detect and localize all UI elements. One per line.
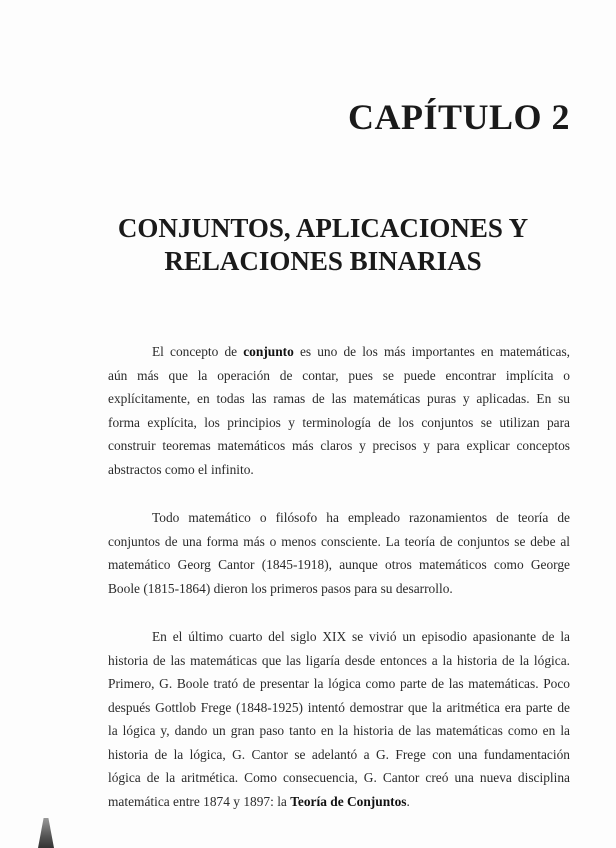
paragraph-line bbox=[108, 411, 570, 435]
paragraph-line bbox=[108, 530, 570, 554]
chapter-title bbox=[0, 212, 616, 278]
paragraph-line bbox=[108, 340, 570, 364]
paragraph-line bbox=[108, 434, 570, 458]
text-run: la lógica y, dando un gran paso tanto en la historia de las matemáticas como en la bbox=[108, 723, 570, 738]
paragraph-line bbox=[108, 553, 570, 577]
text-run: es uno de los más importantes en matemáticas, bbox=[293, 344, 570, 359]
paragraph-line bbox=[108, 625, 570, 649]
paragraph bbox=[108, 506, 570, 600]
paragraph-line bbox=[108, 719, 570, 743]
text-run: Primero, G. Boole trató de presentar la lógica como parte de las matemáticas. Poco bbox=[108, 676, 570, 691]
paragraph-line bbox=[108, 506, 570, 530]
paragraph-line bbox=[108, 696, 570, 720]
paragraph-line bbox=[108, 766, 570, 790]
text-run: aún más que la operación de contar, pues se puede encontrar implícita o bbox=[108, 367, 570, 383]
paragraph-line bbox=[108, 364, 570, 388]
text-run: Todo matemático o filósofo ha empleado razonamientos de teoría de bbox=[152, 510, 570, 525]
paragraph-line bbox=[108, 387, 570, 411]
text-run: construir teoremas matemáticos más claros y precisos y para explicar conceptos bbox=[108, 438, 570, 453]
text-run: conjuntos de una forma más o menos consciente. La teoría de conjuntos se debe al bbox=[108, 533, 570, 549]
bold-term: Teoría de Conjuntos bbox=[290, 793, 407, 809]
paragraph-line bbox=[108, 649, 570, 673]
text-run: forma explícita, los principios y terminología de los conjuntos se utilizan para bbox=[108, 414, 570, 430]
paragraph-line bbox=[108, 577, 570, 601]
paragraph-line bbox=[108, 790, 570, 814]
scan-corner-mark bbox=[38, 818, 54, 848]
text-run: En el último cuarto del siglo XIX se vivió un episodio apasionante de la bbox=[152, 629, 570, 644]
text-run: abstractos como el infinito. bbox=[108, 461, 254, 477]
body-text bbox=[108, 340, 570, 838]
text-run: matemática entre 1874 y 1897: la bbox=[108, 793, 291, 809]
text-run: . bbox=[406, 793, 410, 809]
text-run: lógica de la aritmética. Como consecuencia, G. Cantor creó una nueva disciplina bbox=[108, 770, 570, 785]
bold-term: conjunto bbox=[243, 344, 294, 359]
text-run: después Gottlob Frege (1848-1925) intentó demostrar que la aritmética era parte de bbox=[108, 699, 570, 715]
chapter-title-line: RELACIONES BINARIAS bbox=[164, 246, 482, 276]
text-run: explícitamente, en todas las ramas de las matemáticas puras y aplicadas. En su bbox=[108, 391, 570, 406]
paragraph-line bbox=[108, 672, 570, 696]
text-run: historia de las matemáticas que las ligaría desde entonces a la historia de la lógica. bbox=[108, 652, 570, 668]
chapter-title-line: CONJUNTOS, APLICACIONES Y bbox=[117, 213, 529, 243]
text-run: historia de la lógica, G. Cantor se adelantó a G. Frege con una fundamentación bbox=[108, 746, 570, 762]
text-run: El concepto de bbox=[152, 344, 244, 359]
paragraph bbox=[108, 625, 570, 813]
text-run: Boole (1815-1864) dieron los primeros pasos para su desarrollo. bbox=[108, 580, 453, 596]
text-run: matemático Georg Cantor (1845-1918), aunque otros matemáticos como George bbox=[108, 557, 570, 572]
paragraph bbox=[108, 340, 570, 481]
paragraph-line bbox=[108, 743, 570, 767]
chapter-heading: CAPÍTULO 2 bbox=[347, 97, 570, 137]
paragraph-line bbox=[108, 458, 570, 482]
